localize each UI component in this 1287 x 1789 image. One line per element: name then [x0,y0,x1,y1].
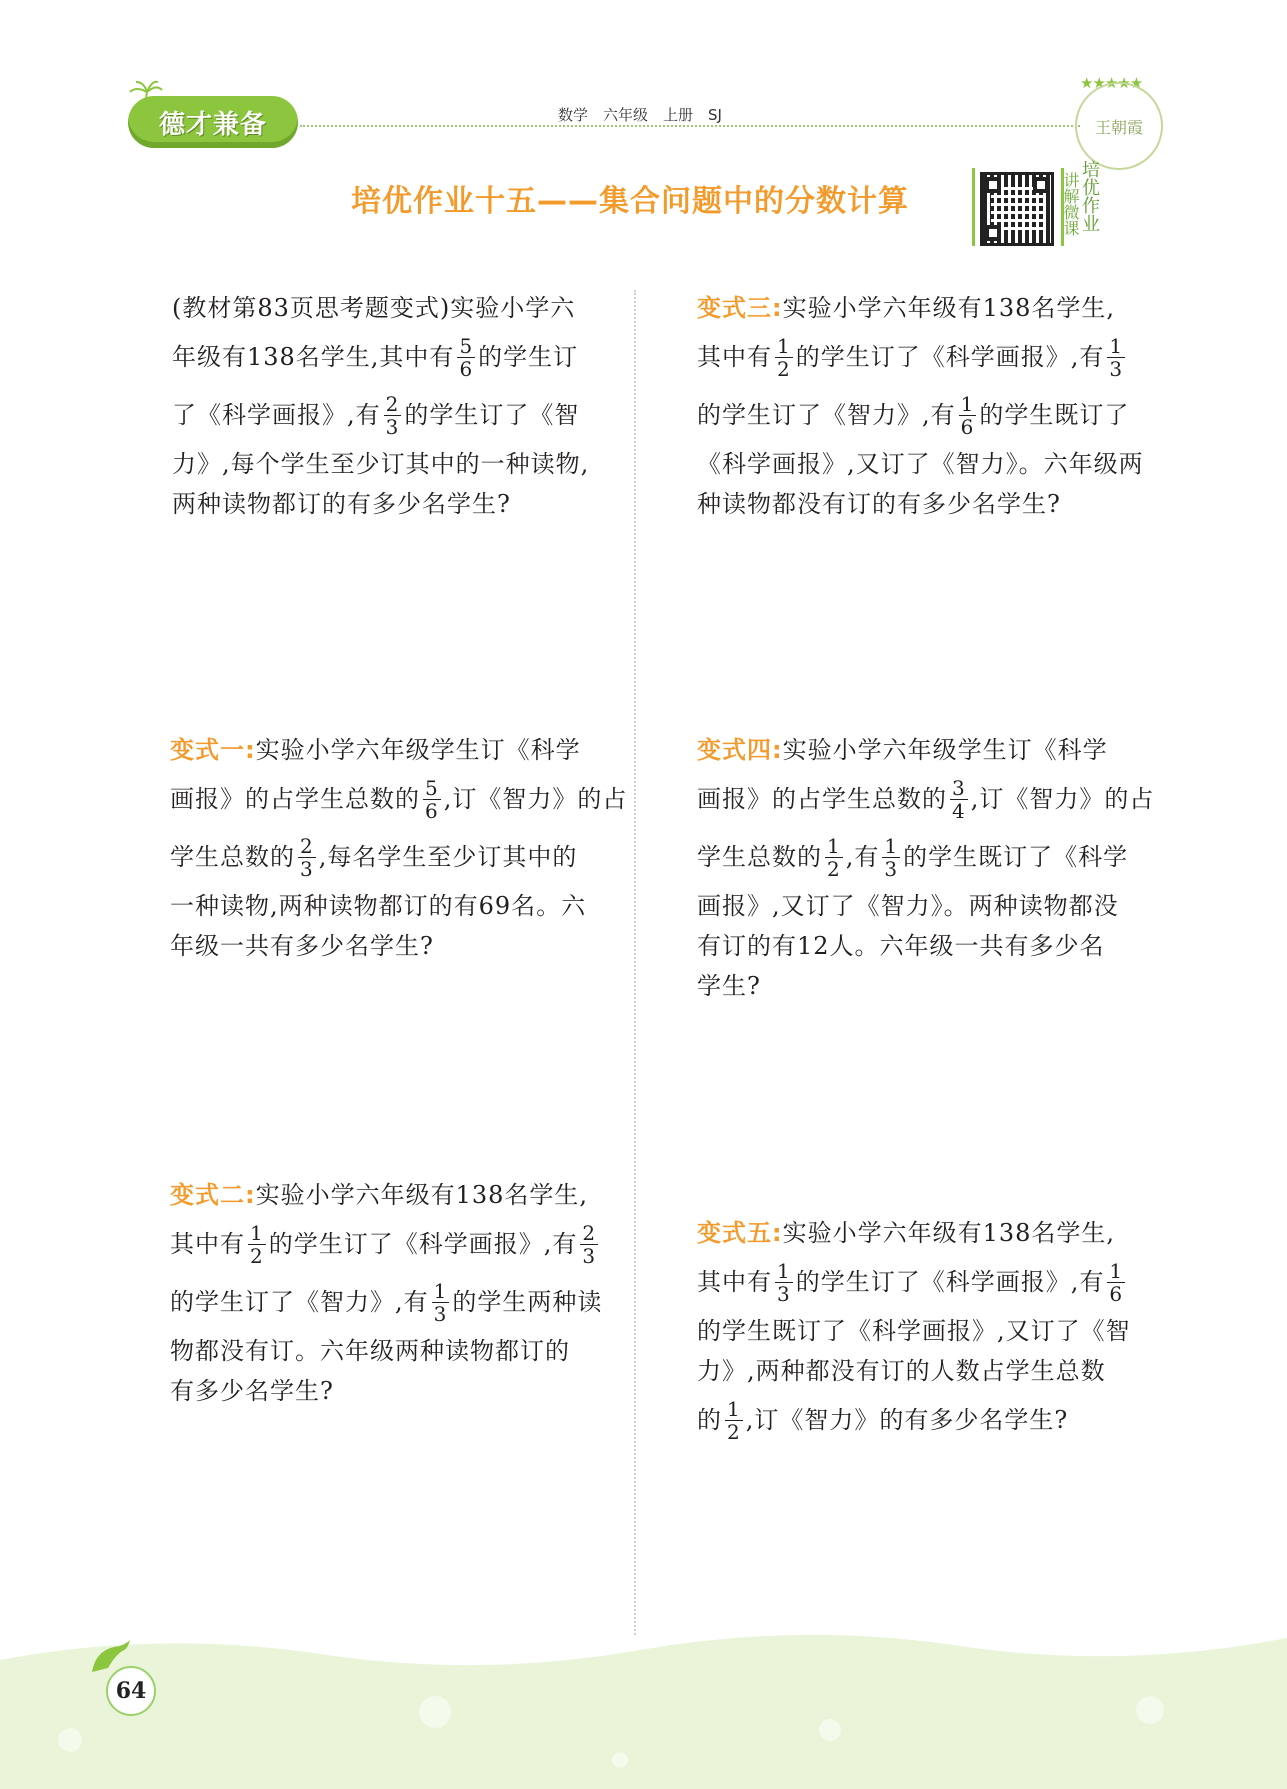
problem-line [172,386,617,444]
fraction [457,335,475,380]
problem-variant-2 [170,1175,615,1411]
problem-text: 画报》,又订了《智力》。两种读物都没 [697,891,1119,920]
fraction-numerator: 5 [459,333,474,358]
problem-line [172,328,617,386]
problem-text: 的学生订 [478,342,579,371]
problem-line [170,770,628,828]
problem-text: 的学生订了《科学画报》,有 [268,1229,578,1258]
problem-text: 的学生既订了《科学画报》,又订了《智 [697,1316,1131,1345]
problem-line [170,1215,615,1273]
problem-text: 年级一共有多少名学生? [170,931,434,960]
fraction [384,393,402,438]
subject-info: 数学 六年级 上册 SJ [558,106,722,124]
fraction [1107,1260,1125,1305]
problem-text: ,有 [845,842,880,871]
fraction-denominator: 3 [1109,356,1124,381]
variant-label: 变式一: [170,735,256,764]
problem-line [170,828,615,886]
fraction-denominator: 3 [433,1301,448,1326]
problem-text: 的 [697,1405,722,1434]
problem-text: 学生? [697,971,761,1000]
problem-line [172,444,617,484]
problem-text: 实验小学六年级学生订《科学 [782,735,1108,764]
fraction [825,835,843,880]
fraction [950,777,968,822]
problem-text: 其中有 [170,1229,245,1258]
problem-text: ,订《智力》的占 [443,784,628,813]
fraction-denominator: 6 [459,356,474,381]
fraction-numerator: 2 [582,1220,597,1245]
variant-label: 变式四: [697,735,783,764]
problem-text: 的学生既订了《科学 [903,842,1129,871]
problem-text: 种读物都没有订的有多少名学生? [697,489,1061,518]
problem-line [697,770,1155,828]
problem-text: 的学生订了《科学画报》,有 [795,342,1105,371]
fraction-numerator: 1 [1109,333,1124,358]
problem-variant-1 [170,730,628,966]
problem-line [697,886,1142,926]
fraction [882,835,900,880]
problem-text: 实验小学六年级有138名学生, [782,293,1116,322]
problem-line [697,966,1142,1006]
fraction [959,393,977,438]
fraction-denominator: 3 [385,414,400,439]
problem-text: 力》,每个学生至少订其中的一种读物, [172,449,590,478]
problem-line [697,1391,1142,1449]
publisher-seal [1075,82,1163,170]
variant-label: 变式三: [697,293,783,322]
fraction-numerator: 1 [827,833,841,858]
fraction-denominator: 2 [777,356,791,381]
problem-text: 《科学画报》,又订了《智力》。六年级两 [697,449,1144,478]
bottom-wave-decoration [0,1620,1287,1789]
variant-label: 变式二: [170,1180,256,1209]
fraction-numerator: 1 [884,833,899,858]
fraction-numerator: 1 [960,391,975,416]
problem-line [697,1213,1142,1253]
problem-text: 其中有 [697,342,772,371]
problem-text: 的学生两种读 [452,1287,603,1316]
fraction [580,1222,598,1267]
fraction-numerator: 2 [300,833,314,858]
problem-line [697,730,1142,770]
problem-line [697,1351,1142,1391]
problem-text: 实验小学六年级学生订《科学 [255,735,581,764]
problem-text: 其中有 [697,1267,772,1296]
problem-text: 的学生既订了 [979,400,1130,429]
problem-line [697,926,1142,966]
problem-line [697,444,1142,484]
fraction [248,1222,266,1267]
fraction [423,777,441,822]
problem-line [697,288,1142,328]
problem-text: 有订的有12人。六年级一共有多少名 [697,931,1105,960]
fraction-numerator: 1 [777,333,791,358]
problem-text: 了《科学画报》,有 [172,400,381,429]
problem-line [170,1273,615,1331]
problem-variant-3 [697,288,1142,524]
problem-line [170,1331,615,1371]
fraction-denominator: 4 [952,798,966,823]
problem-main [172,288,617,524]
problem-text: 的学生订了《智 [404,400,580,429]
page-title: 培优作业十五——集合问题中的分数计算 [351,184,909,219]
problem-text: 学生总数的 [170,842,295,871]
fraction [298,835,316,880]
qr-label-micro-lesson: 讲解微课 [1061,172,1080,236]
problem-text: 画报》的占学生总数的 [170,784,420,813]
problem-text: 学生总数的 [697,842,822,871]
problem-text: 的学生订了《智力》,有 [697,400,956,429]
problem-text: 力》,两种都没有订的人数占学生总数 [697,1356,1106,1385]
fraction-denominator: 6 [425,798,439,823]
problem-line [172,484,617,524]
problem-line [697,328,1142,386]
fraction-numerator: 1 [433,1278,448,1303]
problem-text: ,订《智力》的有多少名学生? [745,1405,1069,1434]
problem-line [170,1371,615,1411]
problem-line [697,1311,1142,1351]
problem-text: 画报》的占学生总数的 [697,784,947,813]
problem-line [697,484,1142,524]
fraction-denominator: 2 [727,1419,741,1444]
fraction-numerator: 1 [1109,1258,1124,1283]
problem-text: 一种读物,两种读物都订的有69名。六 [170,891,587,920]
fraction-denominator: 3 [777,1281,791,1306]
problem-text: ,订《智力》的占 [970,784,1155,813]
page-number: 64 [106,1666,156,1716]
fraction-denominator: 6 [960,414,975,439]
problem-text: 的学生订了《智力》,有 [170,1287,429,1316]
qr-label-homework: 培优作业 [1079,160,1100,232]
problem-line [697,1253,1142,1311]
problem-text: 年级有138名学生,其中有 [172,342,455,371]
fraction-numerator: 1 [777,1258,791,1283]
problem-text: (教材第83页思考题变式)实验小学六 [172,293,576,322]
fraction-denominator: 3 [300,856,314,881]
problem-text: ,每名学生至少订其中的 [318,842,578,871]
variant-label: 变式五: [697,1218,783,1247]
problem-line [170,886,615,926]
seal-text: 王朝霞 [1094,117,1143,137]
fraction-denominator: 2 [250,1243,264,1268]
fraction-denominator: 3 [582,1243,597,1268]
problem-line [170,1175,615,1215]
header-divider [300,125,1080,127]
problem-line [170,730,615,770]
problem-text: 的学生订了《科学画报》,有 [795,1267,1105,1296]
fraction-denominator: 6 [1109,1281,1124,1306]
column-divider [634,290,636,1635]
fraction [1107,335,1125,380]
problem-line [172,288,617,328]
fraction-numerator: 2 [385,391,400,416]
fraction-numerator: 1 [727,1396,741,1421]
fraction [775,335,793,380]
fraction [432,1280,450,1325]
problem-variant-4 [697,730,1155,1006]
fraction-numerator: 5 [425,775,439,800]
problem-text: 有多少名学生? [170,1376,334,1405]
fraction [775,1260,793,1305]
problem-line [170,926,615,966]
fraction [725,1398,743,1443]
fraction-numerator: 1 [250,1220,264,1245]
qr-code-icon[interactable] [980,172,1054,246]
fraction-numerator: 3 [952,775,966,800]
fraction-denominator: 3 [884,856,899,881]
stars-decoration-icon: ★★★★★ [1080,74,1143,92]
problem-text: 实验小学六年级有138名学生, [782,1218,1116,1247]
brand-logo: 德才兼备 [128,96,298,148]
problem-text: 物都没有订。六年级两种读物都订的 [170,1336,570,1365]
fraction-denominator: 2 [827,856,841,881]
problem-line [697,828,1142,886]
problem-line [697,386,1142,444]
problem-text: 实验小学六年级有138名学生, [255,1180,589,1209]
problem-text: 两种读物都订的有多少名学生? [172,489,511,518]
problem-variant-5 [697,1213,1142,1449]
